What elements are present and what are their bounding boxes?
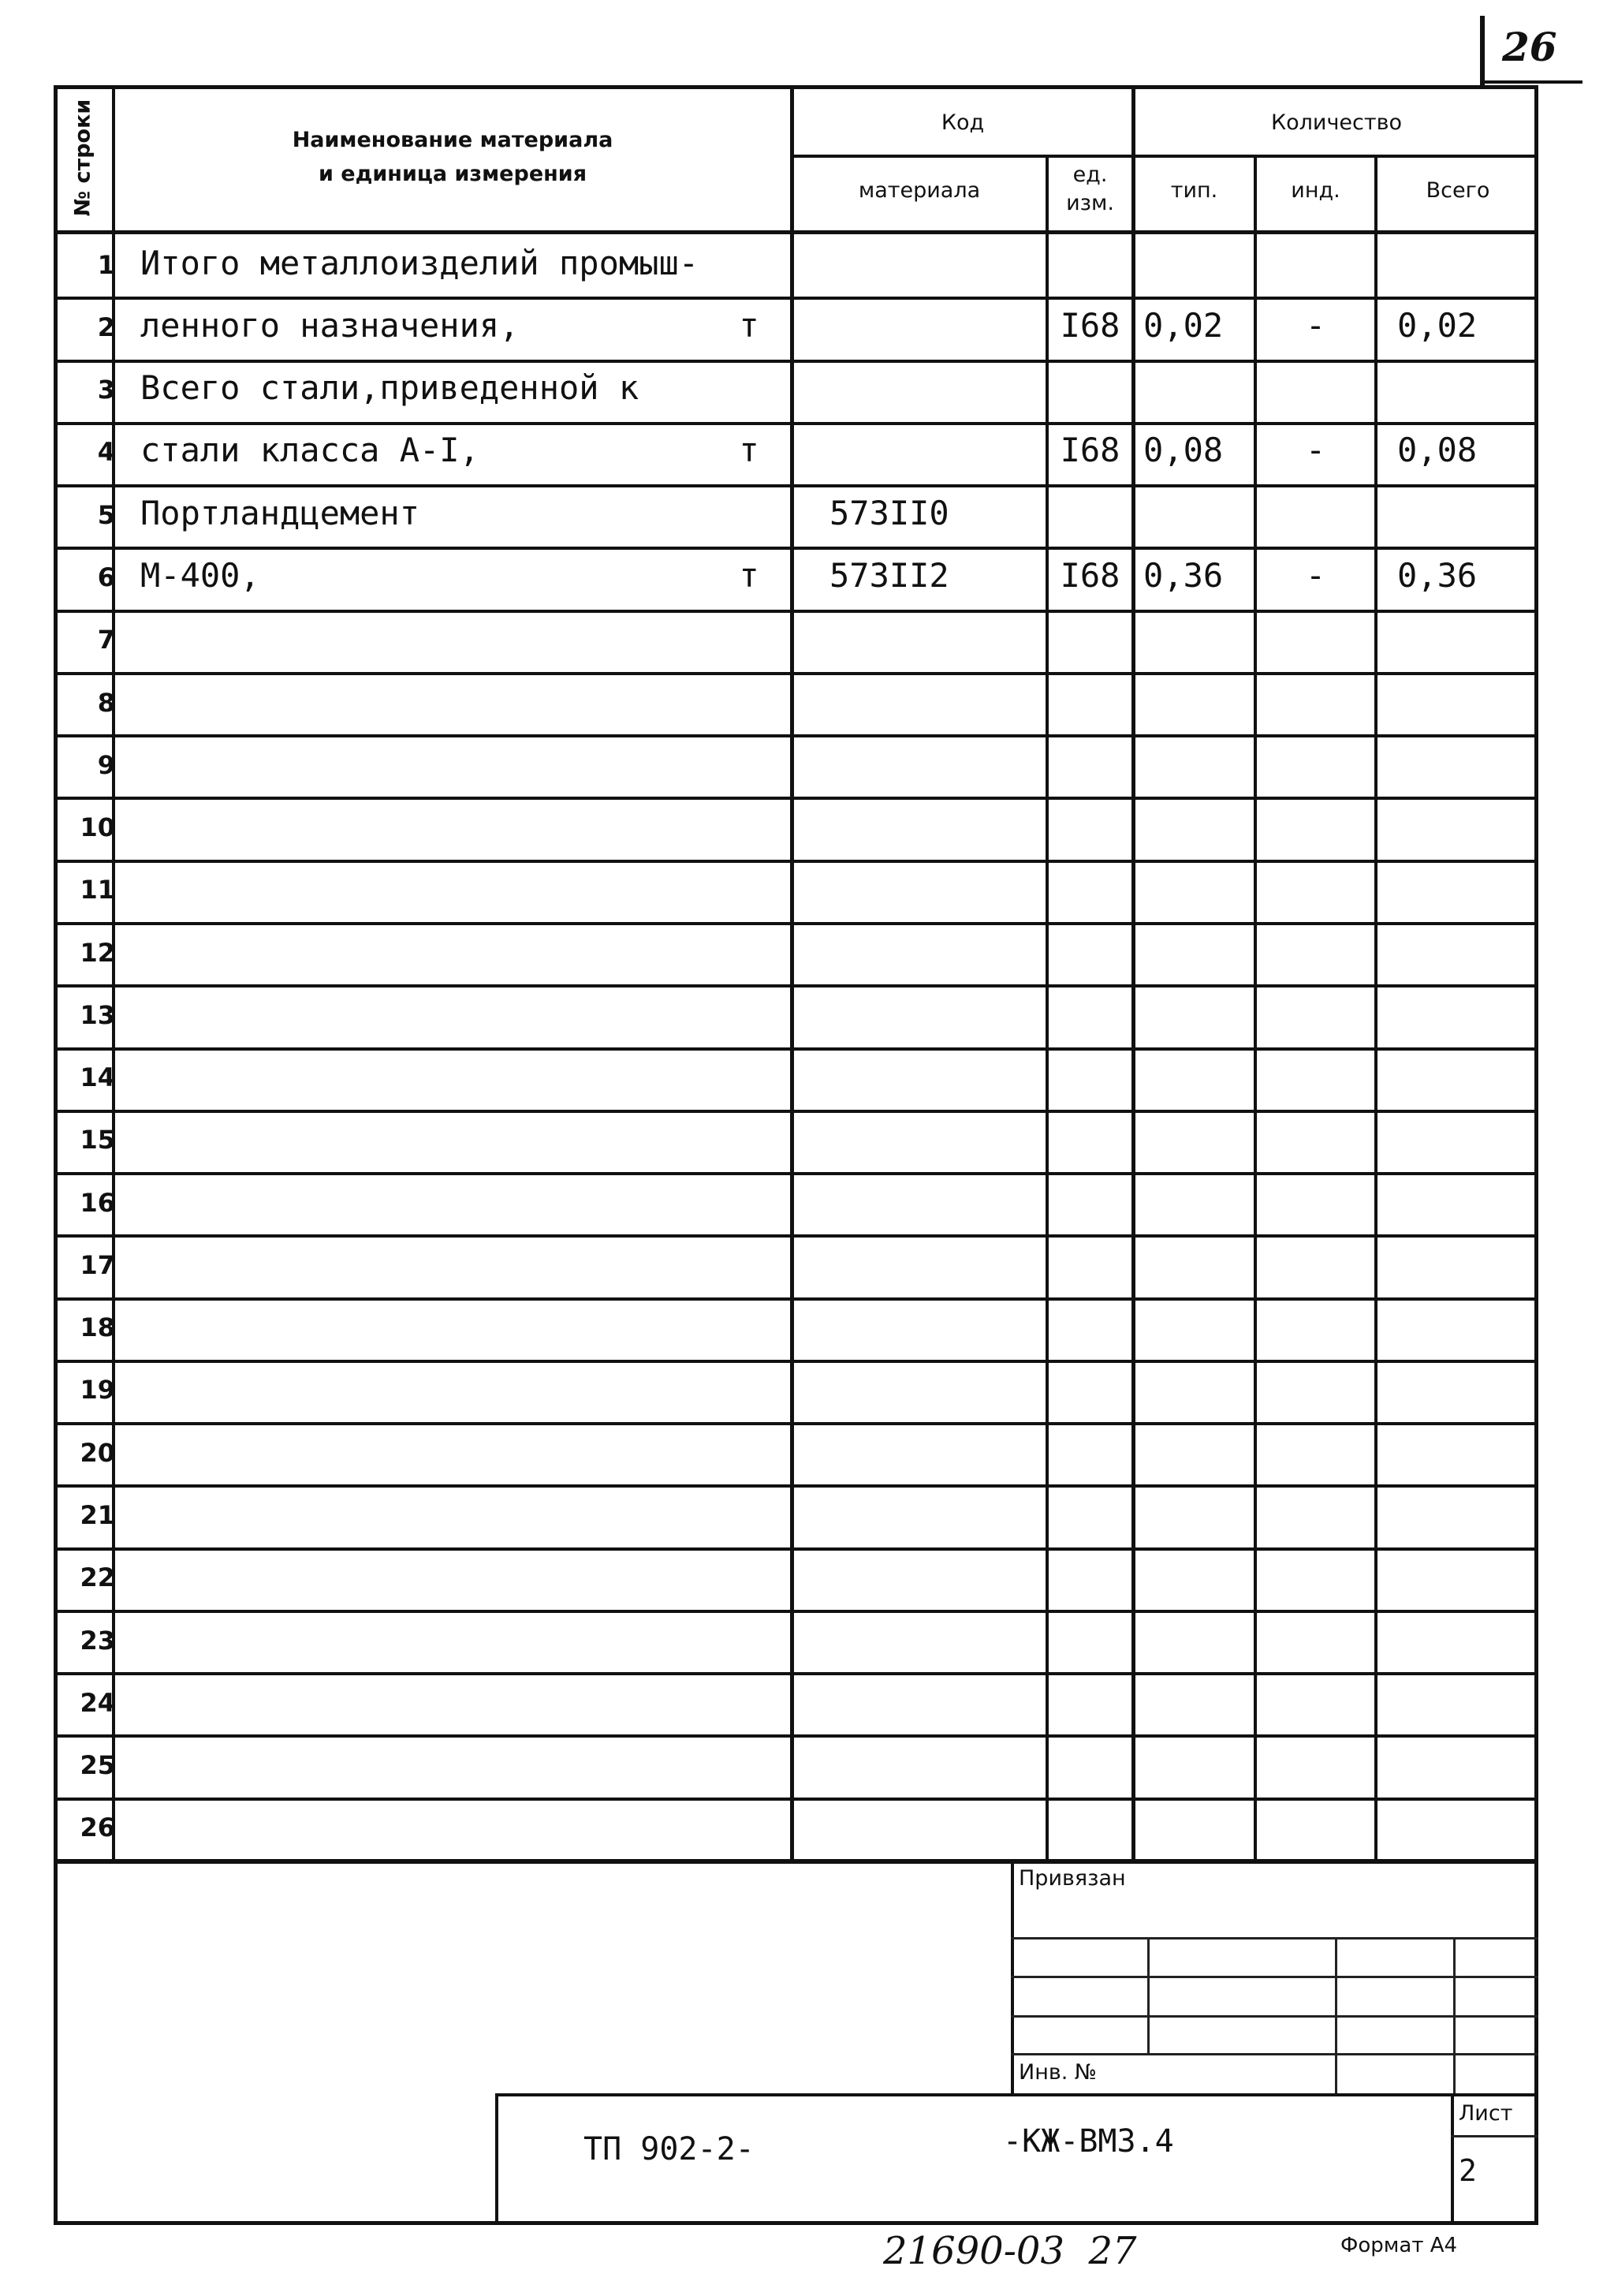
col-line-code-group [1131,85,1135,1863]
qty-group-header: Количество [1270,110,1403,135]
row-number: 18 [80,1312,115,1342]
cell-ind: - [1305,556,1326,595]
row-number: 11 [80,875,115,905]
row-number: 22 [80,1562,115,1592]
row-separator [54,1798,1538,1801]
row-number: 8 [97,688,115,718]
row-number: 25 [80,1750,115,1780]
sheet-label: Лист [1459,2101,1513,2126]
page-number-divider [1480,16,1485,85]
qty-ind-header: инд. [1291,178,1340,203]
row-number: 15 [80,1125,115,1155]
row-number: 20 [80,1438,115,1468]
stamp-row-line-1 [1011,1937,1538,1939]
row-separator [54,297,1538,300]
format-label: Формат А4 [1340,2234,1458,2257]
row-separator [54,1297,1538,1301]
header-bottom-line [54,230,1538,234]
name-header-line2: и единица измерения [318,162,587,186]
doc-code-top-line [495,2093,1538,2096]
row-separator [54,1360,1538,1363]
row-number: 23 [80,1626,115,1656]
cell-total: 0,36 [1397,556,1478,595]
cell-name: ленного назначения, [140,306,520,345]
row-separator [54,422,1538,425]
row-separator [54,1047,1538,1051]
header-subgroup-line [790,155,1538,158]
materials-table-frame [54,85,1538,1863]
col-line-typ [1254,156,1257,1863]
cell-total: 0,08 [1397,431,1478,469]
code-unit-header: ед. изм. [1066,162,1114,215]
stamp-row-line-3 [1011,2015,1538,2018]
row-separator [54,860,1538,863]
sheet-number: 2 [1459,2153,1477,2188]
rownum-header: № строки [70,99,95,217]
cell-name: Итого металлоизделий промыш- [140,244,699,282]
row-separator [54,1734,1538,1738]
cell-ind: - [1305,431,1326,469]
cell-code: 573II0 [829,494,949,532]
cell-total: 0,02 [1397,306,1478,345]
code-material-header: материала [858,178,981,203]
cell-typ: 0,08 [1143,431,1224,469]
cell-unit: т [739,306,759,345]
row-separator [54,1172,1538,1175]
row-separator [54,547,1538,550]
doc-code-left: ТП 902-2- [583,2131,755,2167]
stamp-row-line-2 [1011,1976,1538,1978]
stamp-row-line-4 [1011,2053,1538,2055]
cell-name: Всего стали,приведенной к [140,368,639,407]
cell-unit-code: I68 [1060,431,1120,469]
cell-name: Портландцемент [140,494,420,532]
row-number: 13 [80,1000,115,1030]
row-separator [54,484,1538,487]
row-separator [54,1484,1538,1488]
cell-name: стали класса А-I, [140,431,479,469]
row-separator [54,922,1538,925]
cell-unit: т [739,556,759,595]
row-number: 9 [97,750,115,780]
doc-code-left-line [495,2093,498,2225]
row-separator [54,1110,1538,1113]
handwritten-archive-number: 21690-03 27 [883,2229,1137,2273]
row-number: 10 [80,812,115,842]
row-number: 6 [97,562,115,592]
page-number-underline [1480,80,1582,84]
row-number: 5 [97,500,115,530]
row-number: 2 [97,312,115,342]
col-line-ind [1374,156,1377,1863]
cell-ind: - [1305,306,1326,345]
col-line-name [790,85,794,1863]
row-number: 16 [80,1188,115,1218]
row-number: 21 [80,1500,115,1530]
row-number: 1 [97,250,115,280]
name-header-line1: Наименование материала [292,128,613,152]
sheet-cell-divider [1451,2093,1454,2225]
cell-code: 573II2 [829,556,949,595]
row-number: 26 [80,1813,115,1842]
col-line-rownum [112,85,115,1863]
stamp-col-1 [1147,1937,1150,2054]
row-number: 19 [80,1375,115,1405]
row-number: 3 [97,375,115,405]
attached-label: Привязан [1019,1866,1126,1891]
row-number: 17 [80,1250,115,1280]
row-separator [54,1234,1538,1238]
row-separator [54,672,1538,675]
qty-total-header: Всего [1426,178,1490,203]
col-line-material [1046,156,1049,1863]
code-group-header: Код [941,110,985,135]
stamp-col-3 [1453,1937,1456,2096]
row-separator [54,984,1538,987]
cell-unit: т [739,431,759,469]
row-number: 14 [80,1062,115,1092]
cell-unit-code: I68 [1060,306,1120,345]
cell-typ: 0,02 [1143,306,1224,345]
row-separator [54,360,1538,363]
inventory-number-label: Инв. № [1019,2060,1098,2085]
stamp-col-2 [1335,1937,1337,2096]
row-separator [54,1610,1538,1613]
row-separator [54,734,1538,737]
cell-name: М-400, [140,556,260,595]
row-number: 7 [97,625,115,655]
title-block-frame [54,1860,1538,2225]
row-number: 12 [80,938,115,968]
row-separator [54,610,1538,613]
row-number: 24 [80,1688,115,1718]
row-separator [54,1672,1538,1675]
doc-code-right: -КЖ-ВМЗ.4 [1003,2123,1174,2160]
stamp-divider-left [1011,1860,1014,2096]
page-number: 26 [1502,24,1557,70]
cell-unit-code: I68 [1060,556,1120,595]
qty-typ-header: тип. [1170,178,1218,203]
sheet-label-line [1451,2135,1538,2137]
cell-typ: 0,36 [1143,556,1224,595]
row-number: 4 [97,437,115,467]
row-separator [54,1547,1538,1551]
row-separator [54,1422,1538,1425]
row-separator [54,797,1538,800]
